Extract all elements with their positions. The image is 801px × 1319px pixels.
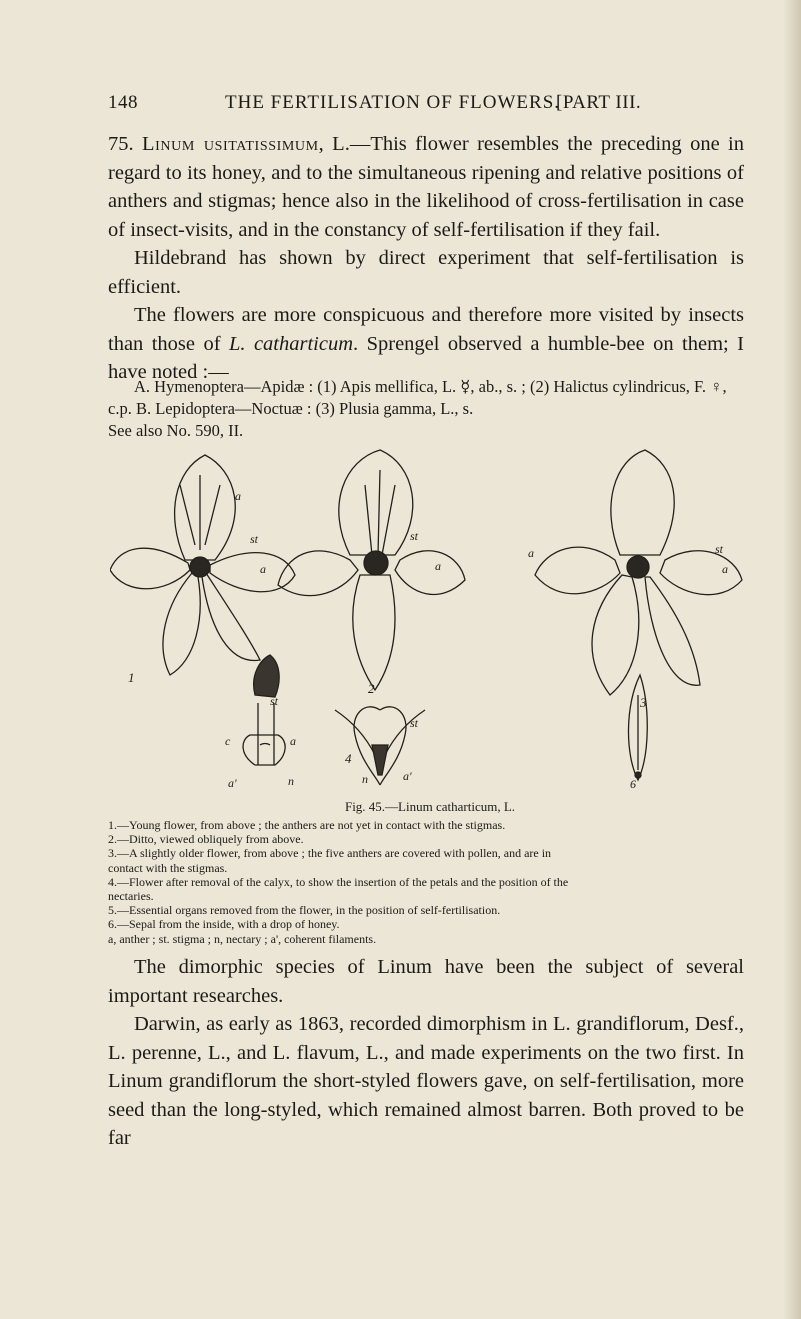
caption-line-8: 6.—Sepal from the inside, with a drop of honey.	[108, 917, 340, 932]
part-label: [PART III.	[556, 92, 642, 113]
figure-caption	[108, 818, 748, 946]
caption-line-2: 2.—Ditto, viewed obliquely from above.	[108, 832, 304, 847]
fig-num-3: 3	[640, 695, 647, 710]
caption-line-3: 3.—A slightly older flower, from above ; the five anthers are covered with pollen, and are in	[108, 846, 552, 861]
caption-line-6: nectaries.	[108, 889, 154, 904]
caption-line-7: 5.—Essential organs removed from the flower, in the position of self-fertilisation.	[108, 903, 501, 918]
label-st-4: st	[270, 694, 279, 708]
species-authority: , L.	[318, 133, 350, 155]
fig-num-2: 2	[368, 681, 375, 696]
label-c-4: c	[225, 734, 231, 748]
label-a-prime-4: a'	[228, 776, 237, 790]
closing-paragraph-1: The dimorphic species of Linum have been the subject of several important researches.	[108, 956, 744, 1007]
fig-num-5: 4	[345, 751, 352, 766]
running-title: THE FERTILISATION OF FLOWERS.	[225, 92, 561, 113]
paragraph-2: Hildebrand has shown by direct experiment that self-fertilisation is efficient.	[108, 247, 744, 298]
species-heading: Linum usitatissimum	[142, 133, 319, 155]
label-a-prime-5: a'	[403, 769, 412, 783]
figure-6-sepal	[628, 675, 647, 780]
label-a-3: a	[528, 546, 534, 560]
caption-line-4: contact with the stigmas.	[108, 860, 228, 875]
fig-num-6: 6	[630, 777, 636, 790]
label-n-4: n	[288, 774, 294, 788]
paragraph-1-text: —This flower resembles the preceding one in regard to its honey, and to the simultaneous ripening and relative positions of anthers and stigmas; hence also in the likelihood of cross-fertilisation in case of insect-visits, and in the constancy of self-fertilisation if they fail.	[108, 133, 745, 241]
label-a-2: a	[435, 559, 441, 573]
page-number: 148	[108, 92, 138, 113]
label-st-1: st	[250, 532, 259, 546]
paragraph-3: The flowers are more conspicuous and therefore more visited by insects than those of L. catharticum. Sprengel observed a humble-bee on them; I have noted :—	[108, 304, 745, 383]
label-a-4: a	[290, 734, 296, 748]
label-st-5: st	[410, 716, 419, 730]
section-number: 75.	[108, 133, 134, 155]
page-edge	[783, 0, 801, 1319]
caption-line-5: 4.—Flower after removal of the calyx, to show the insertion of the petals and the position of the	[108, 874, 569, 889]
paragraph-1	[108, 130, 744, 244]
insect-visitors	[108, 376, 748, 442]
section-body	[108, 130, 744, 387]
figure-4-calyx-removed	[243, 655, 285, 765]
species-italic: L. catharticum	[228, 332, 354, 355]
label-st-3: st	[715, 542, 724, 556]
caption-line-9: a, anther ; st. stigma ; n, nectary ; a', coherent filaments.	[108, 931, 377, 946]
caption-line-1: 1.—Young flower, from above ; the anthers are not yet in contact with the stigmas.	[108, 818, 506, 832]
figure-1-young-flower	[110, 455, 295, 675]
figure-3-older-flower	[535, 450, 742, 695]
label-st-2: st	[410, 529, 419, 543]
label-a-1: a	[235, 489, 241, 503]
label-n-5: n	[362, 772, 368, 786]
label-a-3b: a	[722, 562, 728, 576]
flower-figure	[110, 445, 750, 790]
running-header	[108, 92, 748, 118]
closing-text	[108, 953, 744, 1153]
fig-num-1: 1	[128, 670, 135, 685]
label-a-1b: a	[260, 562, 266, 576]
closing-paragraph-2: Darwin, as early as 1863, recorded dimorphism in L. grandiflorum, Desf., L. perenne, L., and L. flavum, L., and made experiments on the two first. In Linum grandiflorum the short-styled flowers gave, on self-fertilisation, more seed than the long-styled, which remained almost barren. Both proved to be far	[108, 1013, 744, 1149]
see-also: See also No. 590, II.	[108, 421, 244, 440]
figure-title: Fig. 45.—Linum catharticum, L.	[344, 799, 516, 814]
visitor-list: A. Hymenoptera—Apidæ : (1) Apis mellifica, L. ☿, ab., s. ; (2) Halictus cylindricus, F. ♀, c.p. B. Lepidoptera—Noctuæ : (3) Plusia gamma, L., s.	[108, 377, 727, 418]
